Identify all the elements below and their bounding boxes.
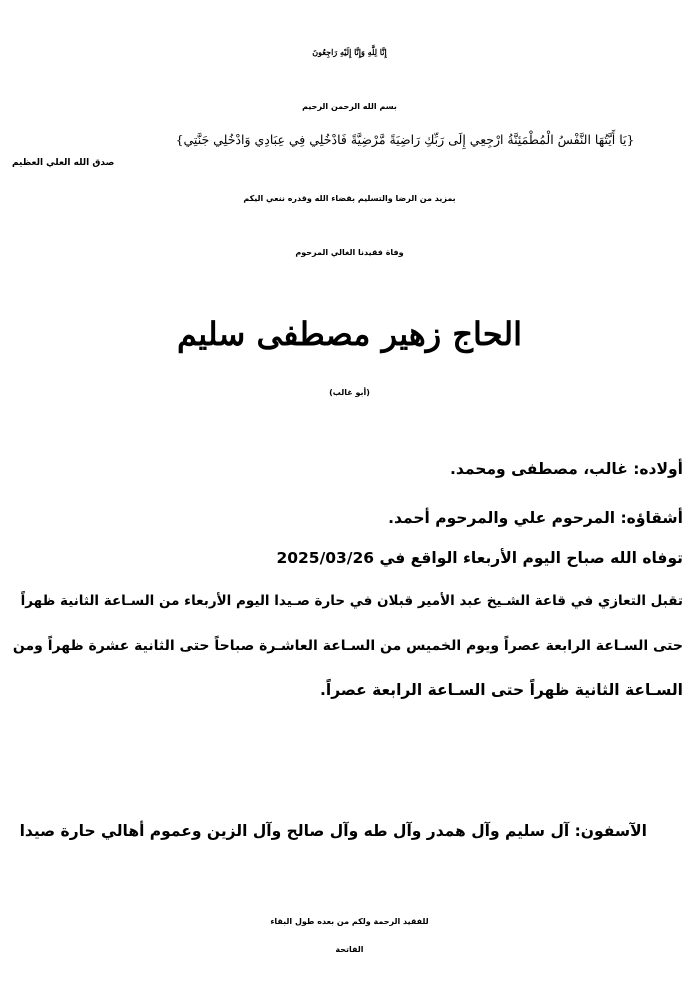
condolence-line-1: تقبل التعازي في قاعة الشـيخ عبد الأمير قبلان في حارة صـيدا اليوم الأربعاء من السـاعة الثانية ظهراً [20,593,683,609]
intro-line-2: وفاة فقيدنا الغالي المرحوم [295,248,404,257]
intro-line-1: بمزيد من الرضا والتسليم بقضاء الله وقدره ننعي اليكم [243,194,456,203]
death-date-line: توفاه الله صباح اليوم الأربعاء الواقع في 2025/03/26 [276,549,683,567]
basmala: بسم الله الرحمن الرحيم [302,102,397,111]
quran-verse: {يَا أَيَّتُهَا النَّفْسُ الْمُطْمَئِنَّةُ ارْجِعِي إِلَى رَبِّكِ رَاضِيَةً مَّرْضِيَّةً فَادْخُلِي فِي عِبَادِي وَادْخُلِي جَنَّتِي} [175,132,635,147]
closing-line-2: الفاتحة [335,945,364,954]
siblings-line: أشقاؤه: المرحوم علي والمرحوم أحمد. [388,509,683,527]
deceased-name: الحاج زهير مصطفى سليم [176,315,523,353]
condolence-line-3: السـاعة الثانية ظهراً حتى السـاعة الرابعة عصراً. [320,681,683,699]
deceased-kunya: (أبو غالب) [329,388,370,397]
sadaq-allah-note: صدق الله العلي العظيم [12,158,115,168]
condolence-line-2: حتى السـاعة الرابعة عصراً ويوم الخميس من السـاعة العاشـرة صباحاً حتى الثانية عشرة ظهراً ومن [12,638,683,654]
mourners-line: الآسفون: آل سليم وآل همدر وآل طه وآل صالح وآل الزين وعموم أهالي حارة صيدا [19,822,647,840]
quran-verse-title: إِنَّا لِلَّهِ وَإِنَّا إِلَيْهِ رَاجِعُونَ [312,47,387,57]
closing-line-1: للفقيد الرحمة ولكم من بعده طول البقاء [270,917,429,926]
children-line: أولاده: غالب، مصطفى ومحمد. [450,460,683,478]
